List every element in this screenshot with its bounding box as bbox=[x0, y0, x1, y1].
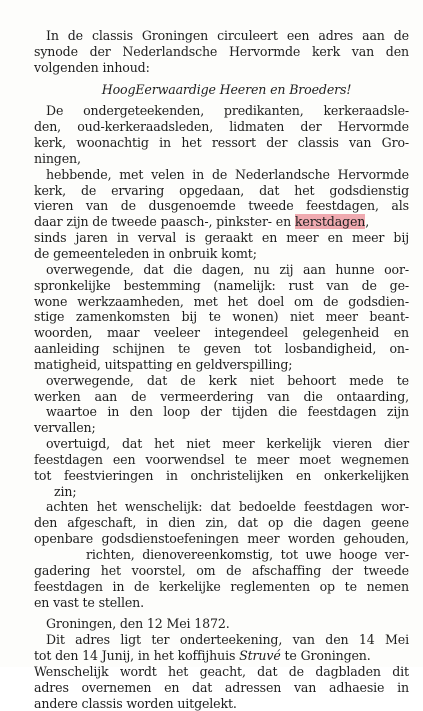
word: met bbox=[193, 293, 218, 309]
word: dat bbox=[143, 261, 164, 277]
word: het bbox=[96, 499, 117, 515]
word: de bbox=[67, 28, 83, 43]
text-line bbox=[34, 309, 409, 325]
word: werkzaamheden, bbox=[77, 293, 184, 309]
word: synode bbox=[34, 43, 78, 59]
word: niet bbox=[186, 436, 211, 452]
word: adres bbox=[75, 632, 110, 648]
word: gelegenheid bbox=[302, 325, 380, 341]
word: dat bbox=[210, 499, 231, 515]
word: den bbox=[34, 515, 58, 531]
word: zamenkomsten bbox=[75, 309, 170, 325]
word: de bbox=[361, 277, 377, 293]
text-line: zin; bbox=[54, 483, 77, 499]
text-line bbox=[34, 119, 409, 135]
text-line: de gemeenteleden in onbruik komt; bbox=[34, 245, 257, 261]
word: hebbende, bbox=[46, 166, 112, 182]
word: gadering bbox=[34, 562, 91, 578]
word: gehouden, bbox=[343, 531, 409, 547]
word: ondergeteekenden, bbox=[83, 103, 205, 119]
word: dusgenoemde bbox=[148, 198, 236, 214]
word: wor- bbox=[380, 499, 409, 515]
word: in bbox=[116, 230, 129, 246]
text-line bbox=[34, 28, 409, 44]
word: in bbox=[107, 404, 120, 420]
text-line bbox=[34, 468, 409, 484]
text-line bbox=[34, 632, 409, 648]
word: Hervormde bbox=[337, 166, 409, 182]
word: openbare bbox=[34, 531, 94, 547]
word: geene bbox=[371, 515, 409, 531]
text-line: matigheid, uitspatting en geldverspilling; bbox=[34, 356, 293, 372]
word: overnemen bbox=[81, 679, 152, 695]
text-line bbox=[34, 167, 409, 183]
word: Hervormde bbox=[228, 43, 301, 59]
word: de bbox=[134, 578, 150, 594]
word: dienovereenkomstig, bbox=[142, 547, 274, 562]
word: in bbox=[146, 515, 159, 531]
word: opgedaan, bbox=[179, 182, 245, 198]
text-line: ningen, bbox=[34, 150, 81, 166]
text-fragment: te Groningen. bbox=[284, 648, 371, 664]
word: om bbox=[294, 293, 314, 309]
word: den bbox=[129, 404, 153, 420]
word: op bbox=[267, 515, 284, 531]
word: Mei bbox=[385, 632, 409, 648]
word: ontaarding, bbox=[336, 388, 409, 404]
word: tot bbox=[280, 547, 298, 562]
text-line bbox=[34, 325, 409, 341]
word: feestvieringen bbox=[63, 467, 154, 483]
word: dat bbox=[257, 663, 278, 679]
text-line bbox=[34, 183, 409, 199]
text-line bbox=[34, 341, 409, 357]
word: die bbox=[293, 515, 313, 531]
word: ervaring bbox=[111, 182, 165, 198]
word: het bbox=[168, 663, 189, 679]
word: niet bbox=[289, 309, 315, 325]
word: tijden bbox=[231, 404, 268, 420]
word: classis bbox=[91, 28, 133, 43]
word: veeleer bbox=[153, 325, 200, 341]
text-line bbox=[34, 680, 409, 696]
word: wenschelijk: bbox=[124, 499, 203, 515]
text-line bbox=[34, 103, 409, 119]
word: feestdagen, bbox=[306, 198, 379, 214]
word: kerk bbox=[311, 43, 341, 59]
word: een bbox=[286, 28, 310, 43]
word: dagen, bbox=[201, 261, 245, 277]
word: sinds bbox=[34, 230, 67, 246]
word: bij bbox=[181, 309, 198, 325]
word: zijn bbox=[386, 404, 409, 420]
word: overtuigd, bbox=[46, 436, 110, 452]
word: onchristelijken bbox=[190, 467, 284, 483]
text-fragment: , bbox=[365, 214, 370, 230]
word: onderteekening, bbox=[179, 632, 283, 648]
word: integendeel bbox=[214, 325, 288, 341]
word: on- bbox=[389, 341, 409, 357]
word: der bbox=[266, 135, 288, 151]
word: adhaesie bbox=[328, 679, 385, 695]
word: behoort bbox=[287, 372, 337, 388]
word: niet bbox=[249, 372, 275, 388]
word: predikanten, bbox=[223, 103, 304, 119]
word: den, bbox=[34, 119, 62, 135]
word: te bbox=[177, 341, 191, 357]
word: van bbox=[85, 198, 109, 214]
word: oor- bbox=[384, 261, 409, 277]
word: dat bbox=[237, 515, 258, 531]
word: en bbox=[261, 230, 278, 246]
word: voorstel, bbox=[131, 562, 186, 578]
word: richten, bbox=[86, 547, 135, 562]
word: Groningen bbox=[141, 28, 209, 43]
text-line-with-highlight bbox=[34, 214, 409, 230]
word: en bbox=[295, 467, 312, 483]
text-line bbox=[34, 547, 409, 563]
text-line: volgenden inhoud: bbox=[34, 59, 150, 75]
word: classis bbox=[297, 135, 339, 151]
word: schijnen bbox=[112, 341, 165, 357]
word: oud-kerkeraadsleden, bbox=[77, 119, 214, 135]
word: losbandigheid, bbox=[284, 341, 377, 357]
word: de bbox=[180, 372, 196, 388]
word: ressort bbox=[211, 135, 256, 151]
word: de bbox=[120, 198, 136, 214]
word: Dit bbox=[46, 632, 65, 648]
word: tweede bbox=[248, 198, 294, 214]
word: feestdagen bbox=[34, 578, 103, 594]
word: der bbox=[89, 43, 111, 59]
text-line bbox=[34, 563, 409, 579]
word: kerk bbox=[208, 372, 237, 388]
word: geacht, bbox=[199, 663, 246, 679]
word: ver- bbox=[384, 547, 409, 562]
word: dat bbox=[192, 679, 213, 695]
word: meer bbox=[222, 436, 255, 452]
word: geraakt bbox=[204, 230, 253, 246]
word: Wenschelijk bbox=[34, 663, 109, 679]
word: Nederlandsche bbox=[234, 166, 330, 182]
word: die bbox=[278, 404, 298, 420]
word: De bbox=[46, 103, 64, 119]
text-line bbox=[34, 664, 409, 680]
word: feestdagen bbox=[34, 451, 103, 467]
word: en bbox=[164, 679, 180, 695]
word: tweede bbox=[363, 562, 409, 578]
word: woorden, bbox=[34, 325, 93, 341]
word: meer bbox=[286, 230, 319, 246]
word: meer bbox=[256, 451, 290, 467]
word: stige bbox=[34, 309, 65, 325]
word: zin, bbox=[205, 515, 228, 531]
word: een bbox=[112, 451, 136, 467]
word: waartoe bbox=[46, 404, 97, 420]
word: meer bbox=[247, 531, 280, 547]
word: van bbox=[293, 679, 317, 695]
word: de bbox=[80, 182, 97, 198]
word: loop bbox=[163, 404, 190, 420]
word: meer bbox=[352, 230, 385, 246]
word: kerkelijke bbox=[158, 578, 221, 594]
word: den bbox=[325, 632, 349, 648]
word: die bbox=[173, 261, 193, 277]
text-line bbox=[34, 294, 409, 310]
word: de bbox=[288, 663, 304, 679]
word: de bbox=[323, 293, 339, 309]
word: tot bbox=[34, 467, 52, 483]
word: feestdagen bbox=[307, 404, 377, 420]
word: te bbox=[344, 578, 357, 594]
word: te bbox=[396, 372, 409, 388]
word: kerk, bbox=[34, 135, 66, 151]
word: en bbox=[393, 325, 409, 341]
word: doel bbox=[257, 293, 285, 309]
word: wegnemen bbox=[340, 451, 409, 467]
word: in bbox=[192, 166, 205, 182]
word: Hervormde bbox=[337, 119, 409, 135]
word: aanleiding bbox=[34, 341, 100, 357]
word: van bbox=[292, 632, 315, 648]
word: van bbox=[267, 388, 290, 404]
word: het bbox=[100, 562, 121, 578]
word: adres bbox=[34, 679, 69, 695]
word: dagbladen bbox=[315, 663, 381, 679]
word: 14 bbox=[358, 632, 375, 648]
word: in bbox=[397, 679, 409, 695]
word: de bbox=[226, 562, 242, 578]
word: om bbox=[196, 562, 216, 578]
text-line bbox=[34, 515, 409, 531]
word: die bbox=[303, 388, 323, 404]
word: circuleert bbox=[217, 28, 278, 43]
text-line bbox=[34, 373, 409, 389]
word: is bbox=[185, 230, 196, 246]
word: kerkelijk bbox=[266, 436, 321, 452]
word: beant- bbox=[369, 309, 409, 325]
text-line bbox=[34, 135, 409, 151]
word: en bbox=[327, 230, 343, 246]
word: bestemming bbox=[123, 277, 201, 293]
word: hunne bbox=[335, 261, 375, 277]
text-line: andere classis worden uitgelekt. bbox=[34, 695, 237, 711]
word: het bbox=[294, 182, 315, 198]
word: dien bbox=[168, 515, 196, 531]
word: woonachtig bbox=[76, 135, 149, 151]
text-line bbox=[34, 198, 409, 214]
text-line bbox=[34, 531, 409, 547]
word: godsdien- bbox=[348, 293, 409, 309]
text-line-with-italic bbox=[34, 648, 409, 664]
word: te bbox=[208, 309, 221, 325]
word: meer bbox=[325, 309, 358, 325]
word: adressen bbox=[224, 679, 282, 695]
word: onkerkelijken bbox=[323, 467, 409, 483]
word: aan bbox=[362, 28, 385, 43]
word: de bbox=[393, 28, 409, 43]
word: vieren bbox=[332, 436, 373, 452]
word: godsdienstoefeningen bbox=[101, 531, 239, 547]
word: verval bbox=[137, 230, 177, 246]
word: der bbox=[200, 404, 222, 420]
word: feestdagen bbox=[304, 499, 373, 515]
article-body bbox=[34, 28, 409, 711]
word: worden bbox=[287, 531, 335, 547]
word: aan bbox=[303, 261, 326, 277]
word: nu bbox=[253, 261, 270, 277]
word: met bbox=[119, 166, 144, 182]
word: (namelijk: bbox=[213, 277, 276, 293]
word: het bbox=[154, 436, 175, 452]
word: in bbox=[159, 135, 171, 151]
highlighted-word: kerstdagen bbox=[294, 214, 366, 230]
text-line: en vast te stellen. bbox=[34, 594, 144, 610]
word: dat bbox=[146, 372, 168, 388]
word: moet bbox=[299, 451, 331, 467]
word: van bbox=[326, 277, 349, 293]
word: overwegende, bbox=[46, 261, 134, 277]
word: bedoelde bbox=[238, 499, 296, 515]
word: mede bbox=[349, 372, 384, 388]
word: aan bbox=[94, 388, 118, 404]
word: godsdienstig bbox=[329, 182, 409, 198]
word: vieren bbox=[34, 198, 74, 214]
word: wone bbox=[34, 293, 68, 309]
word: wonen) bbox=[232, 309, 279, 325]
word: geven bbox=[203, 341, 241, 357]
word: afschaffing bbox=[252, 562, 322, 578]
word: te bbox=[234, 451, 247, 467]
word: dat bbox=[121, 436, 143, 452]
word: adres bbox=[318, 28, 354, 43]
word: reglementen bbox=[230, 578, 310, 594]
dateline: Groningen, den 12 Mei 1872. bbox=[46, 616, 230, 632]
text-line: vervallen; bbox=[34, 420, 96, 436]
word: achten bbox=[46, 499, 89, 515]
word: bij bbox=[393, 230, 409, 246]
word: velen bbox=[151, 166, 185, 182]
text-fragment: daar zijn de tweede paasch-, pinkster- en bbox=[34, 214, 292, 230]
word: dit bbox=[392, 663, 409, 679]
word: werken bbox=[34, 388, 81, 404]
text-fragment: tot den 14 Junij, in het koffijhuis bbox=[34, 648, 236, 664]
text-line bbox=[34, 404, 409, 420]
word: Gro- bbox=[381, 135, 409, 151]
word: in bbox=[165, 467, 178, 483]
text-line bbox=[34, 389, 409, 405]
word: In bbox=[46, 28, 59, 43]
word: spronkelijke bbox=[34, 277, 111, 293]
word: vermeerdering bbox=[160, 388, 254, 404]
word: uwe bbox=[305, 547, 332, 562]
word: der bbox=[300, 119, 322, 135]
word: overwegende, bbox=[46, 372, 134, 388]
word: tot bbox=[254, 341, 272, 357]
word: van bbox=[351, 43, 375, 59]
word: kerkeraadsle- bbox=[323, 103, 409, 119]
word: zij bbox=[279, 261, 294, 277]
word: lidmaten bbox=[229, 119, 285, 135]
word: der bbox=[331, 562, 353, 578]
text-line bbox=[34, 262, 409, 278]
word: voorwendsel bbox=[145, 451, 225, 467]
word: den bbox=[385, 43, 409, 59]
text-line bbox=[34, 230, 409, 246]
word: van bbox=[349, 135, 372, 151]
word: het bbox=[181, 135, 202, 151]
text-line bbox=[34, 44, 409, 60]
word: dagen bbox=[322, 515, 362, 531]
text-line bbox=[34, 278, 409, 294]
word: Nederlandsche bbox=[122, 43, 218, 59]
word: afgeschaft, bbox=[67, 515, 137, 531]
word: hooge bbox=[339, 547, 378, 562]
salutation: HoogEerwaardige Heeren en Broeders! bbox=[101, 81, 352, 97]
text-line bbox=[34, 499, 409, 515]
italic-name: Struvé bbox=[239, 648, 281, 664]
word: ter bbox=[151, 632, 170, 648]
word: rust bbox=[288, 277, 314, 293]
word: op bbox=[319, 578, 335, 594]
word: dat bbox=[259, 182, 280, 198]
word: wordt bbox=[119, 663, 157, 679]
word: in bbox=[112, 578, 125, 594]
text-line bbox=[34, 579, 409, 595]
word: de bbox=[131, 388, 147, 404]
word: als bbox=[391, 198, 409, 214]
word: ge- bbox=[389, 277, 409, 293]
word: kerk, bbox=[34, 182, 66, 198]
word: maar bbox=[106, 325, 140, 341]
word: ligt bbox=[120, 632, 141, 648]
word: het bbox=[227, 293, 248, 309]
text-line bbox=[34, 436, 409, 452]
word: jaren bbox=[75, 230, 108, 246]
word: de bbox=[211, 166, 228, 182]
word: dier bbox=[384, 436, 409, 452]
word: nemen bbox=[366, 578, 409, 594]
text-line bbox=[34, 452, 409, 468]
